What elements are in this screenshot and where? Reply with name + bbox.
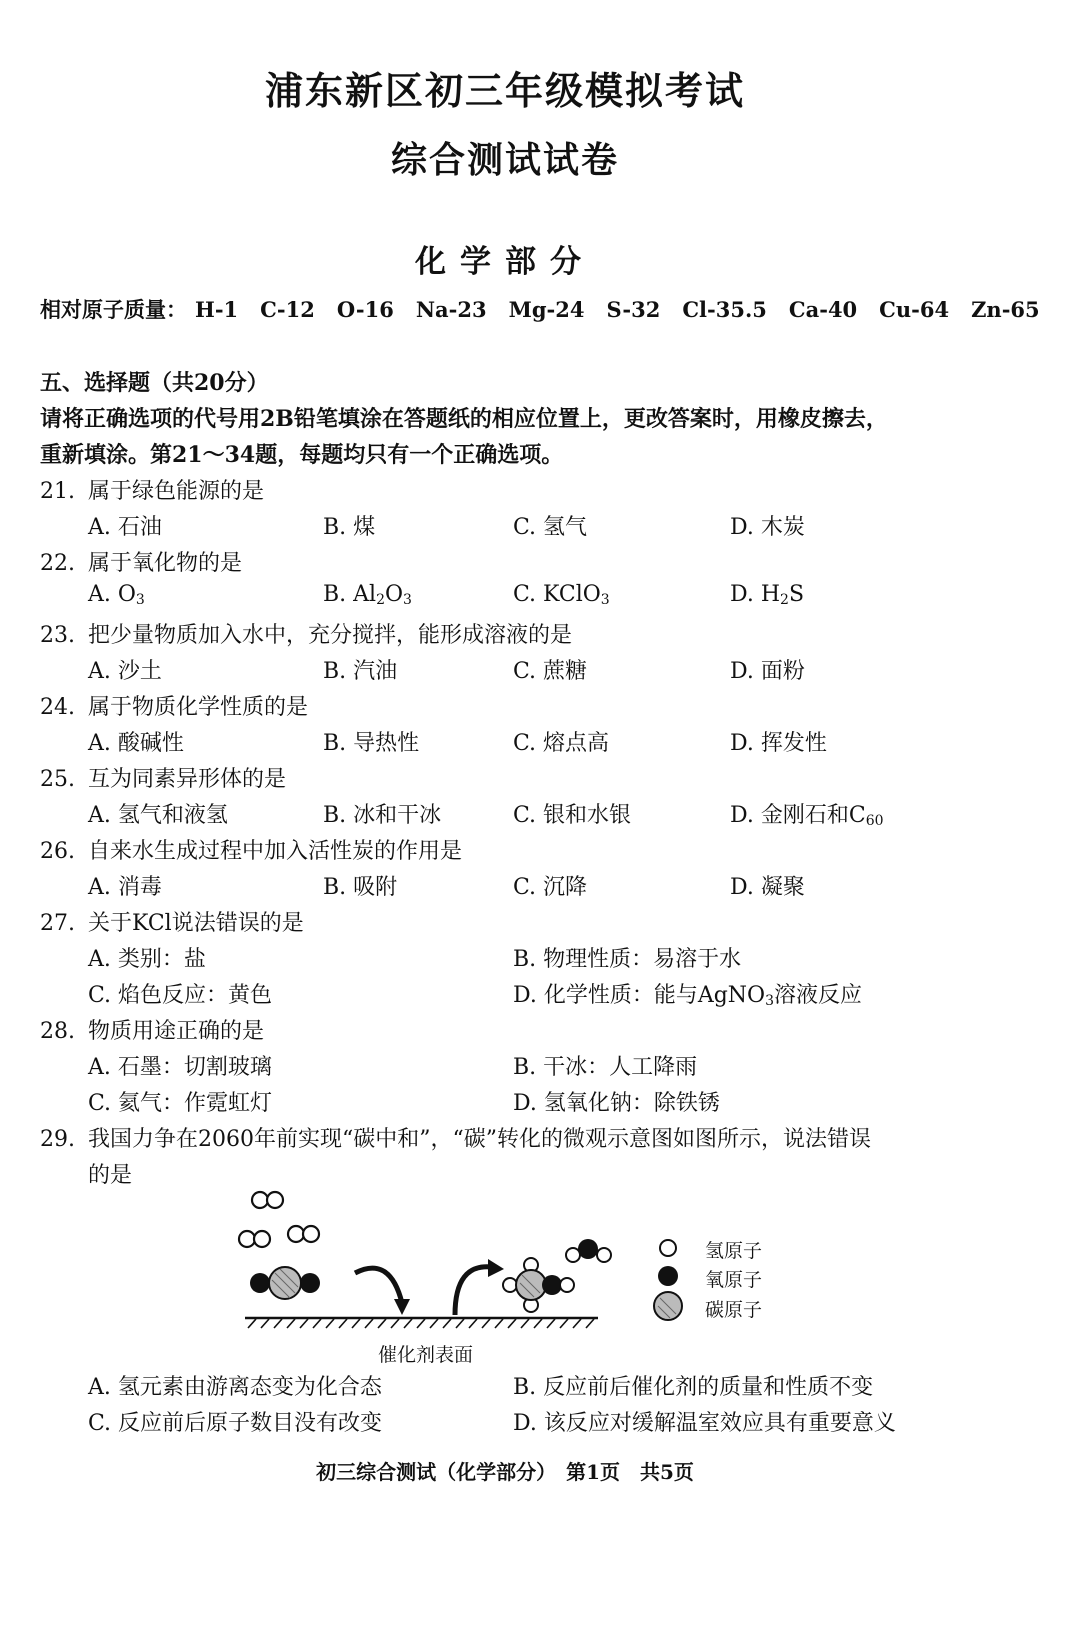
option-b: B. 物理性质：易溶于水 <box>513 947 742 972</box>
question-number: 24. <box>40 695 75 720</box>
water-molecule <box>566 1239 611 1262</box>
atomic-mass: O-16 <box>336 297 394 322</box>
option-b: B. 煤 <box>323 515 376 540</box>
legend-oxygen: 氧原子 <box>705 1269 763 1291</box>
atomic-mass: Mg-24 <box>508 297 585 322</box>
atomic-masses <box>40 294 1062 324</box>
atomic-masses-label: 相对原子质量： <box>40 297 187 322</box>
option-d: D. 凝聚 <box>730 875 805 900</box>
question-text: 关于KCl说法错误的是 <box>88 911 304 936</box>
question-26 <box>40 834 462 865</box>
option-c: C. 蔗糖 <box>513 659 588 684</box>
question-number: 21. <box>40 479 75 504</box>
question-text: 我国力争在2060年前实现“碳中和”，“碳”转化的微观示意图如图所示，说法错误 <box>88 1127 871 1152</box>
instruction-line-2: 重新填涂。第21～34题，每题均只有一个正确选项。 <box>40 442 564 468</box>
question-text: 把少量物质加入水中，充分搅拌，能形成溶液的是 <box>88 623 573 648</box>
question-text: 属于物质化学性质的是 <box>88 695 309 720</box>
question-number: 25. <box>40 767 75 792</box>
atomic-mass: H-1 <box>195 297 239 322</box>
option-a: A. 类别：盐 <box>88 947 206 972</box>
product-molecule <box>503 1258 574 1312</box>
option-b: B. 干冰：人工降雨 <box>513 1055 698 1080</box>
question-24 <box>40 690 308 721</box>
option-b: B. 汽油 <box>323 659 398 684</box>
question-number: 23. <box>40 623 75 648</box>
exam-title: 浦东新区初三年级模拟考试 <box>264 69 745 113</box>
question-21 <box>40 474 264 505</box>
hydrogen-atom-icon <box>660 1240 676 1256</box>
arrow-head-icon <box>488 1259 504 1277</box>
option-d: D. $H_2S$ <box>730 582 805 608</box>
option-c: C. 熔点高 <box>513 731 610 756</box>
question-text: 属于氧化物的是 <box>88 551 243 576</box>
atomic-mass: Ca-40 <box>788 297 858 322</box>
option-b: B. 吸附 <box>323 875 398 900</box>
legend-hydrogen: 氢原子 <box>705 1240 763 1262</box>
question-number: 29. <box>40 1127 75 1152</box>
option-d: D. 化学性质：能与AgNO$_3$溶液反应 <box>513 983 863 1009</box>
question-23 <box>40 618 572 649</box>
option-c: C. 氢气 <box>513 515 588 540</box>
option-a: A. 氢元素由游离态变为化合态 <box>88 1375 382 1400</box>
option-b: B. 反应前后催化剂的质量和性质不变 <box>513 1375 874 1400</box>
section-title: 化学部分 <box>415 244 595 280</box>
option-c: C. 银和水银 <box>513 803 632 828</box>
instruction-line-1: 请将正确选项的代号用2B铅笔填涂在答题纸的相应位置上，更改答案时，用橡皮擦去， <box>40 406 888 432</box>
option-d: D. 金刚石和$C_{60}$ <box>730 803 884 829</box>
arrow-down-icon <box>355 1268 402 1303</box>
option-b: B. 冰和干冰 <box>323 803 442 828</box>
option-a: A. 沙土 <box>88 659 162 684</box>
hydrogen-molecule <box>252 1192 283 1208</box>
hydrogen-molecule <box>239 1231 270 1247</box>
option-c: C. 氦气：作霓虹灯 <box>88 1091 273 1116</box>
arrow-head-icon <box>394 1299 410 1315</box>
surface-hatching <box>248 1319 594 1328</box>
option-d: D. 该反应对缓解温室效应具有重要意义 <box>513 1411 896 1436</box>
question-29-continued: 的是 <box>88 1163 133 1188</box>
option-a: A. 消毒 <box>88 875 162 900</box>
atomic-mass: Cl-35.5 <box>682 297 767 322</box>
question-number: 28. <box>40 1019 75 1044</box>
carbon-dioxide-molecule <box>250 1267 320 1299</box>
option-a: A. 酸碱性 <box>88 731 184 756</box>
option-d: D. 面粉 <box>730 659 805 684</box>
option-a: A. 氢气和液氢 <box>88 803 228 828</box>
option-c: C. 焰色反应：黄色 <box>88 983 273 1008</box>
atomic-mass: C-12 <box>260 297 315 322</box>
arrow-up-icon <box>455 1267 492 1315</box>
catalyst-surface-label: 催化剂表面 <box>378 1344 474 1366</box>
atomic-mass: Na-23 <box>415 297 487 322</box>
question-number: 26. <box>40 839 75 864</box>
atomic-mass: Cu-64 <box>879 297 950 322</box>
reaction-diagram <box>230 1185 650 1365</box>
atomic-mass: S-32 <box>606 297 661 322</box>
option-c: C. KClO$_3$ <box>513 582 610 608</box>
option-c: C. 沉降 <box>513 875 588 900</box>
question-25 <box>40 762 286 793</box>
hydrogen-molecule <box>288 1226 319 1242</box>
question-27 <box>40 906 304 937</box>
question-29 <box>40 1122 871 1153</box>
option-b: B. $Al_2O_3$ <box>323 582 412 608</box>
question-22 <box>40 546 242 577</box>
part-heading: 五、选择题（共20分） <box>40 370 269 396</box>
question-number: 27. <box>40 911 75 936</box>
oxygen-atom-icon <box>658 1266 678 1286</box>
option-a: A. $O_3$ <box>88 582 145 608</box>
question-text: 自来水生成过程中加入活性炭的作用是 <box>88 839 463 864</box>
option-c: C. 反应前后原子数目没有改变 <box>88 1411 383 1436</box>
option-a: A. 石油 <box>88 515 162 540</box>
option-a: A. 石墨：切割玻璃 <box>88 1055 272 1080</box>
page-footer: 初三综合测试（化学部分） 第1页 共5页 <box>316 1460 694 1484</box>
legend-symbols <box>652 1236 692 1326</box>
question-text: 互为同素异形体的是 <box>88 767 287 792</box>
question-text: 属于绿色能源的是 <box>88 479 265 504</box>
question-text: 物质用途正确的是 <box>88 1019 265 1044</box>
option-d: D. 木炭 <box>730 515 805 540</box>
atomic-mass: Zn-65 <box>971 297 1040 322</box>
exam-subtitle: 综合测试试卷 <box>390 140 619 181</box>
option-d: D. 氢氧化钠：除铁锈 <box>513 1091 720 1116</box>
question-28 <box>40 1014 264 1045</box>
legend-carbon: 碳原子 <box>705 1299 763 1321</box>
option-b: B. 导热性 <box>323 731 420 756</box>
question-number: 22. <box>40 551 75 576</box>
option-d: D. 挥发性 <box>730 731 827 756</box>
